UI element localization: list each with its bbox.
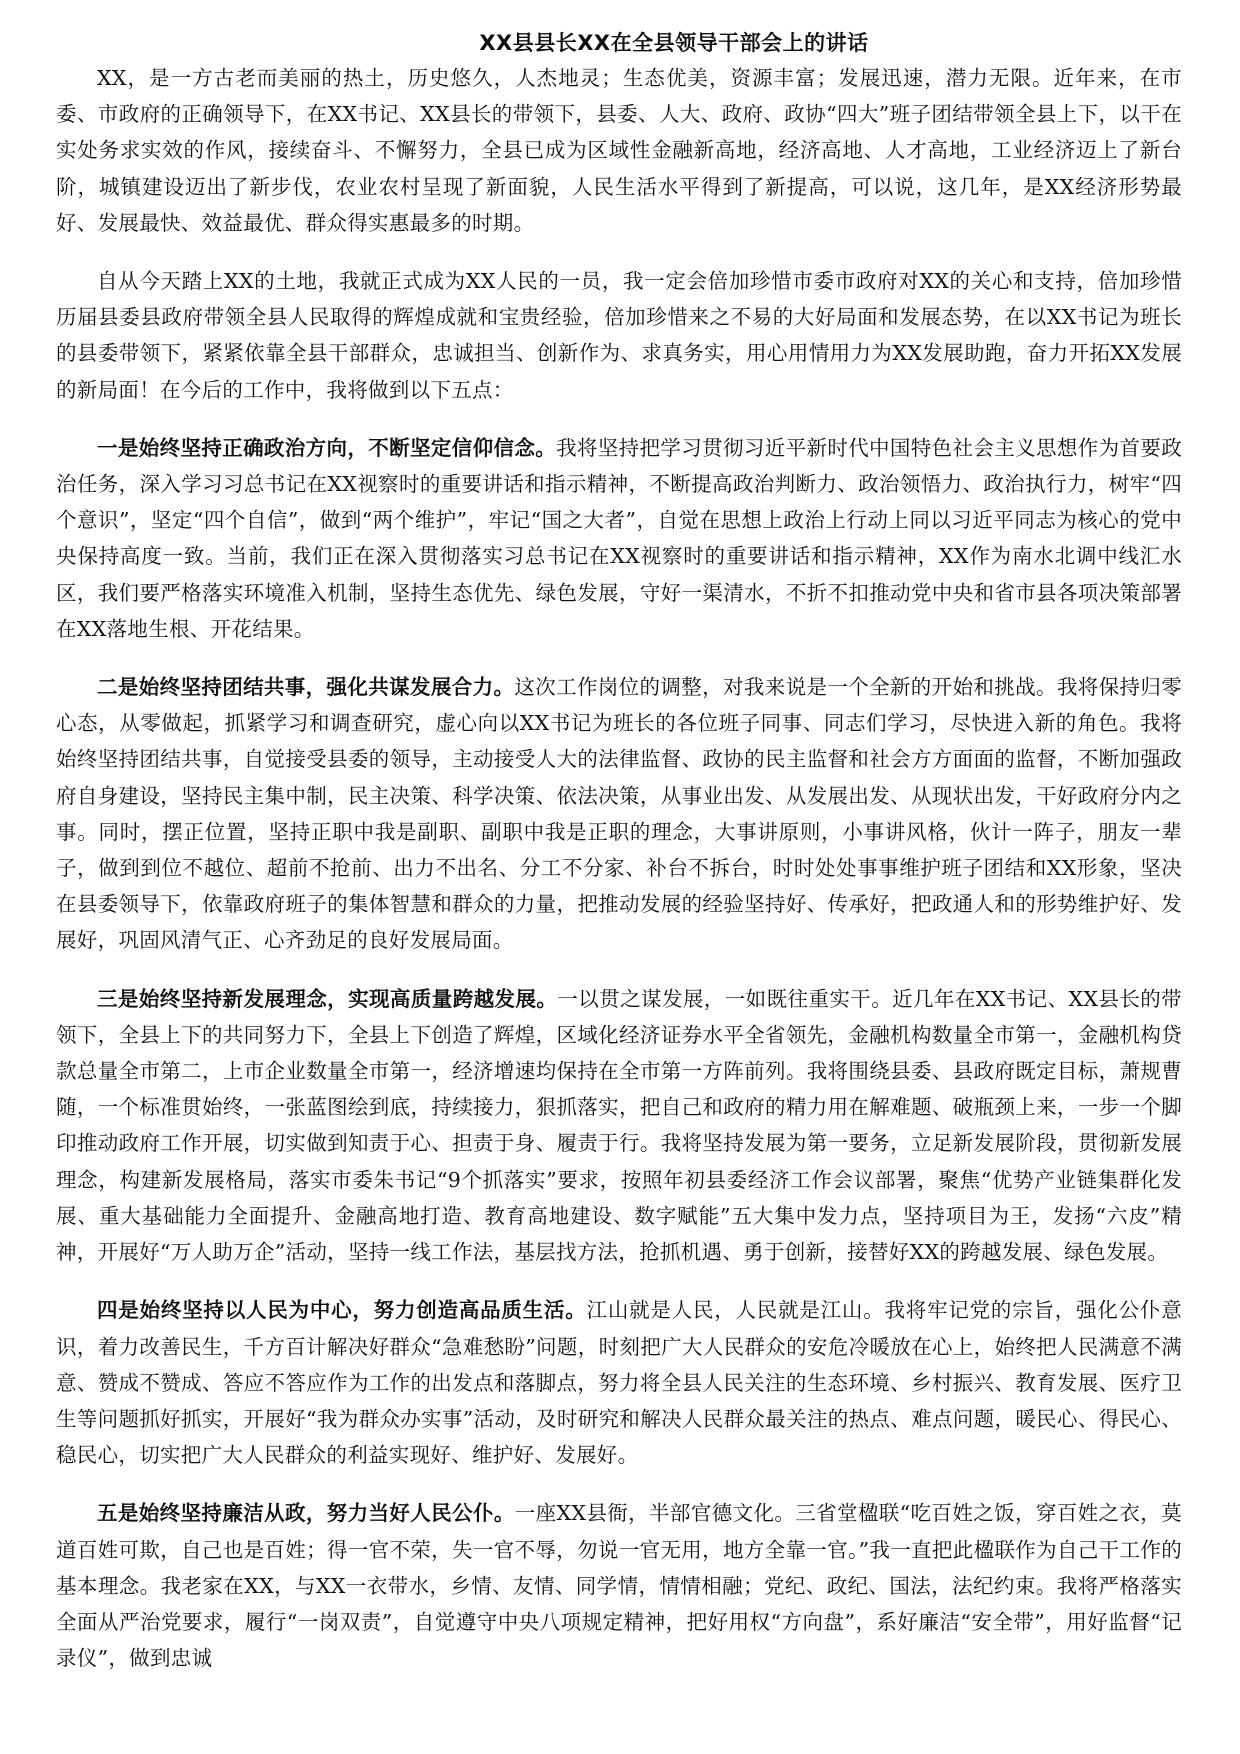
- paragraph-point-four: [56, 1292, 1182, 1473]
- paragraph-point-two: [56, 669, 1182, 959]
- paragraph-point-five: [56, 1495, 1182, 1676]
- paragraph-lead: 一是始终坚持正确政治方向，不断坚定信仰信念。: [97, 435, 557, 460]
- paragraph-commitment: [56, 263, 1182, 408]
- paragraph-intro: [56, 60, 1182, 241]
- paragraph-text: 我将坚持把学习贯彻习近平新时代中国特色社会主义思想作为首要政治任务，深入学习习总书记在XX视察时的重要讲话和指示精神，不断提高政治判断力、政治领悟力、政治执行力，树牢“四个意识”，坚定“四个自信”，做到“两个维护”，牢记“国之大者”，自觉在思想上政治上行动上同以习近平同志为核心的党中央保持高度一致。当前，我们正在深入贯彻落实习总书记在XX视察时的重要讲话和指示精神，XX作为南水北调中线汇水区，我们要严格落实环境准入机制，坚持生态优先、绿色发展，守好一渠清水，不折不扣推动党中央和省市县各项决策部署在XX落地生根、开花结果。: [56, 435, 1182, 641]
- paragraph-lead: 三是始终坚持新发展理念，实现高质量跨越发展。: [97, 986, 558, 1011]
- paragraph-text: 一以贯之谋发展，一如既往重实干。近几年在XX书记、XX县长的带领下，全县上下的共同努力下，全县上下创造了辉煌，区域化经济证券水平全省领先，金融机构数量全市第一，金融机构贷款总量全市第二，上市企业数量全市第一，经济增速均保持在全市第一方阵前列。我将围绕县委、县政府既定目标，萧规曹随，一个标准贯始终，一张蓝图绘到底，持续接力，狠抓落实，把自己和政府的精力用在解难题、破瓶颈上来，一步一个脚印推动政府工作开展，切实做到知责于心、担责于身、履责于行。我将坚持发展为第一要务，立足新发展阶段，贯彻新发展理念，构建新发展格局，落实市委朱书记“9个抓落实”要求，按照年初县委经济工作会议部署，聚焦“优势产业链集群化发展、重大基础能力全面提升、金融高地打造、教育高地建设、数字赋能”五大集中发力点，坚持项目为王，发扬“六皮”精神，开展好“万人助万企”活动，坚持一线工作法，基层找方法，抢抓机遇、勇于创新，接替好XX的跨越发展、绿色发展。: [56, 986, 1182, 1265]
- paragraph-text: 自从今天踏上XX的土地，我就正式成为XX人民的一员，我一定会倍加珍惜市委市政府对XX的关心和支持，倍加珍惜历届县委县政府带领全县人民取得的辉煌成就和宝贵经验，倍加珍惜来之不易的大好局面和发展态势，在以XX书记为班长的县委带领下，紧紧依靠全县干部群众，忠诚担当、创新作为、求真务实，用心用情用力为XX发展助跑，奋力开拓XX发展的新局面！在今后的工作中，我将做到以下五点：: [56, 269, 1182, 402]
- paragraph-text: XX，是一方古老而美丽的热土，历史悠久，人杰地灵；生态优美，资源丰富；发展迅速，潜力无限。近年来，在市委、市政府的正确领导下，在XX书记、XX县长的带领下，县委、人大、政府、政协“四大”班子团结带领全县上下，以干在实处务求实效的作风，接续奋斗、不懈努力，全县已成为区域性金融新高地，经济高地、人才高地，工业经济迈上了新台阶，城镇建设迈出了新步伐，农业农村呈现了新面貌，人民生活水平得到了新提高，可以说，这几年，是XX经济形势最好、发展最快、效益最优、群众得实惠最多的时期。: [56, 66, 1182, 235]
- paragraph-point-three: [56, 981, 1182, 1271]
- paragraph-text: 这次工作岗位的调整，对我来说是一个全新的开始和挑战。我将保持归零心态，从零做起，抓紧学习和调查研究，虚心向以XX书记为班长的各位班子同事、同志们学习，尽快进入新的角色。我将始终坚持团结共事，自觉接受县委的领导，主动接受人大的法律监督、政协的民主监督和社会方方面面的监督，不断加强政府自身建设，坚持民主集中制，民主决策、科学决策、依法决策，从事业出发、从发展出发、从现状出发，干好政府分内之事。同时，摆正位置，坚持正职中我是副职、副职中我是正职的理念，大事讲原则，小事讲风格，伙计一阵子，朋友一辈子，做到到位不越位、超前不抢前、出力不出名、分工不分家、补台不拆台，时时处处事事维护班子团结和XX形象，坚决在县委领导下，依靠政府班子的集体智慧和群众的力量，把推动发展的经验坚持好、传承好，把政通人和的形势维护好、发展好，巩固风清气正、心齐劲足的良好发展局面。: [56, 675, 1183, 953]
- paragraph-lead: 四是始终坚持以人民为中心，努力创造高品质生活。: [97, 1298, 587, 1323]
- paragraph-point-one: [56, 430, 1182, 647]
- paragraph-lead: 五是始终坚持廉洁从政，努力当好人民公仆。: [97, 1501, 515, 1526]
- document-title: XX县县长XX在全县领导干部会上的讲话: [479, 31, 869, 55]
- document-page: [56, 28, 1182, 1698]
- paragraph-text: 一座XX县衙，半部官德文化。三省堂楹联“吃百姓之饭，穿百姓之衣，莫道百姓可欺，自己也是百姓；得一官不荣，失一官不辱，勿说一官无用，地方全靠一官。”我一直把此楹联作为自己干工作的基本理念。我老家在XX，与XX一衣带水，乡情、友情、同学情，情情相融；党纪、政纪、国法，法纪约束。我将严格落实全面从严治党要求，履行“一岗双责”，自觉遵守中央八项规定精神，把好用权“方向盘”，系好廉洁“安全带”，用好监督“记录仪”，做到忠诚: [56, 1501, 1182, 1671]
- paragraph-text: 江山就是人民，人民就是江山。我将牢记党的宗旨，强化公仆意识，着力改善民生，千方百计解决好群众“急难愁盼”问题，时刻把广大人民群众的安危冷暖放在心上，始终把人民满意不满意、赞成不赞成、答应不答应作为工作的出发点和落脚点，努力将全县人民关注的生态环境、乡村振兴、教育发展、医疗卫生等问题抓好抓实，开展好“我为群众办实事”活动，及时研究和解决人民群众最关注的热点、难点问题，暖民心、得民心、稳民心，切实把广大人民群众的利益实现好、维护好、发展好。: [56, 1298, 1182, 1468]
- paragraph-lead: 二是始终坚持团结共事，强化共谋发展合力。: [97, 675, 515, 700]
